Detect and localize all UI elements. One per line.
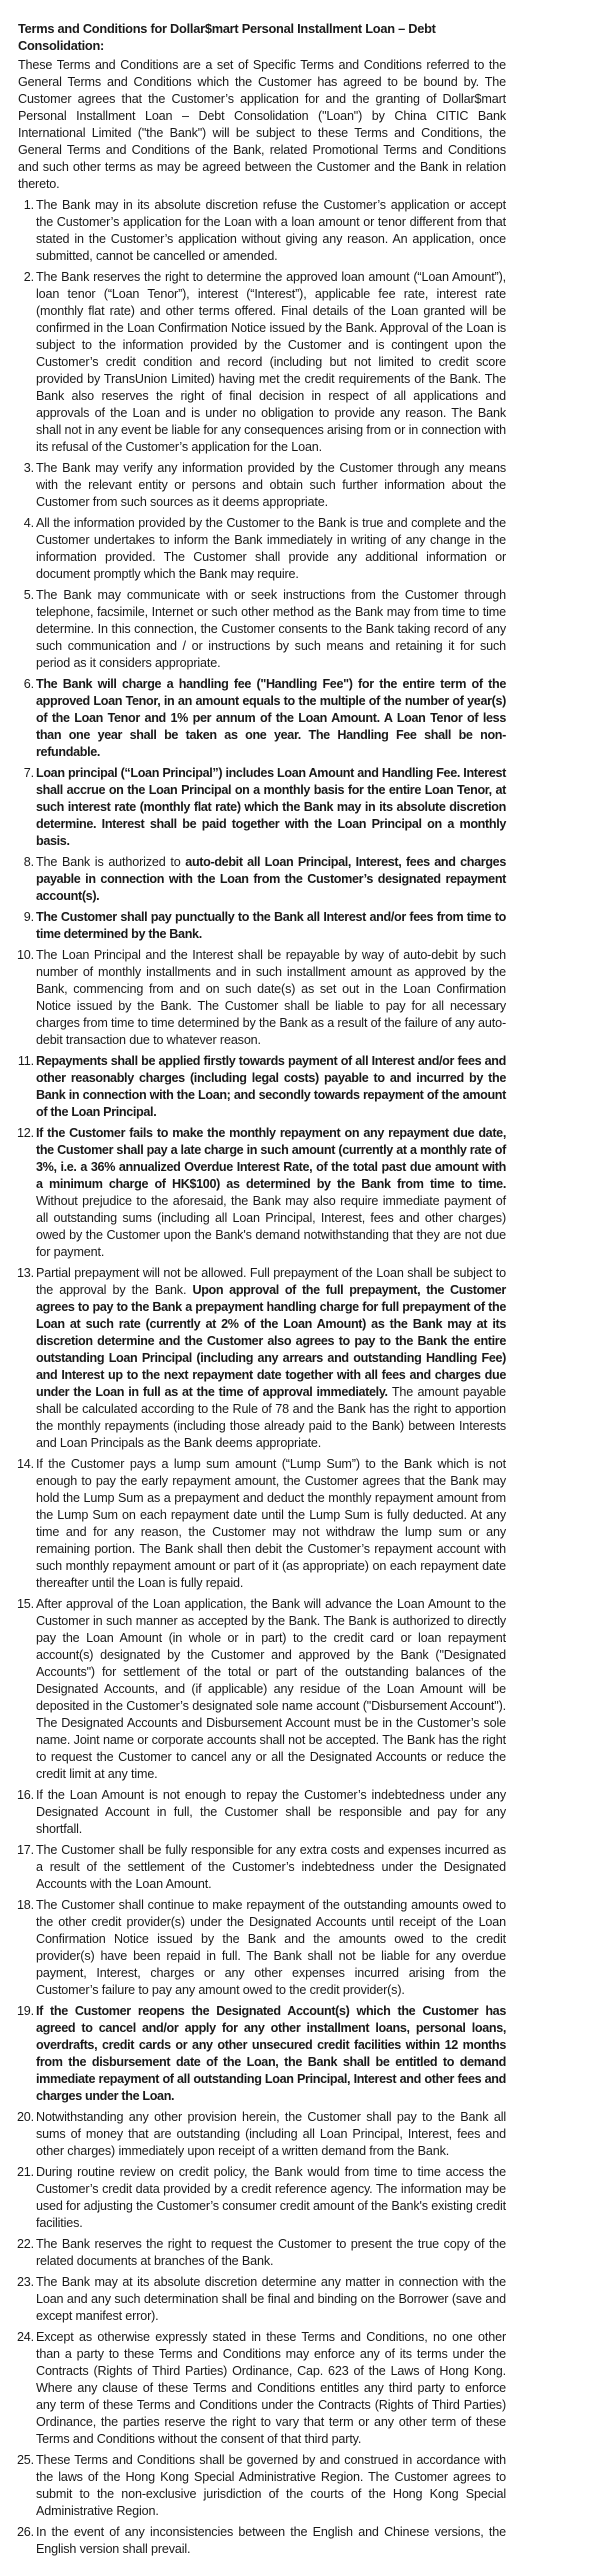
clause-number: 21.	[16, 2165, 34, 2179]
terms-document	[18, 20, 506, 2562]
clause-item	[18, 2274, 506, 2325]
clauses-list	[18, 197, 506, 2558]
clause-item	[18, 909, 506, 943]
clause-number: 26.	[16, 2525, 34, 2539]
clause-text: The Customer shall be fully responsible for any extra costs and expenses incurred as a result of the settlement of the Customer’s indebtedness under the Designated Accounts with the Loan Amount.	[36, 1843, 506, 1891]
clause-number: 10.	[16, 948, 34, 962]
clause-item	[18, 460, 506, 511]
clause-item	[18, 2003, 506, 2105]
clause-text-bold: Upon approval of the full prepayment, the Customer agrees to pay to the Bank a prepayment handling charge for full prepayment of the Loan at such rate (currently at 2% of the Loan Amount) as the Bank may at its discretion determine and the Customer also agrees to pay to the Bank the entire outstanding Loan Principal (including any arrears and outstanding Handling Fee) and Interest up to the next repayment date together with all fees and charges due under the Loan in full as at the time of approval immediately.	[36, 1283, 506, 1399]
clause-text-bold: The Customer shall pay punctually to the Bank all Interest and/or fees from time to time determined by the Bank.	[36, 910, 506, 941]
clause-text: During routine review on credit policy, the Bank would from time to time access the Customer’s credit data provided by a credit reference agency. The information may be used for adjusting the Customer’s consumer credit amount of the Bank's existing credit facilities.	[36, 2165, 506, 2230]
clause-number: 17.	[16, 1843, 34, 1857]
clause-item	[18, 1456, 506, 1592]
clause-text: The Bank may communicate with or seek instructions from the Customer through telephone, facsimile, Internet or such other method as the Bank may from time to time determine. In this connection, the Customer consents to the Bank taking record of any such communication and / or instructions by such means and retaining it for such period as it considers appropriate.	[36, 588, 506, 670]
clause-item	[18, 515, 506, 583]
clause-number: 3.	[23, 461, 34, 475]
clause-item	[18, 2329, 506, 2448]
clause-number: 18.	[16, 1898, 34, 1912]
clause-number: 24.	[16, 2330, 34, 2344]
clause-number: 4.	[23, 516, 34, 530]
clause-number: 12.	[16, 1126, 34, 1140]
clause-item	[18, 947, 506, 1049]
clause-text: The amount payable shall be calculated according to the Rule of 78 and the Bank has the right to apportion the monthly repayments (including those already paid to the Bank) between Interests and Loan Principals as the Bank deems appropriate.	[36, 1385, 506, 1450]
clause-text: Partial prepayment will not be allowed. Full prepayment of the Loan shall be subject to the approval by the Bank.	[36, 1266, 506, 1297]
clause-text: The Bank may at its absolute discretion determine any matter in connection with the Loan and any such determination shall be final and binding on the Borrower (save and except manifest error).	[36, 2275, 506, 2323]
clause-item	[18, 2524, 506, 2558]
clause-item	[18, 1053, 506, 1121]
clause-text: The Bank is authorized to	[36, 855, 186, 869]
clause-item	[18, 1842, 506, 1893]
clause-text-bold: If the Customer fails to make the monthly repayment on any repayment due date, the Customer shall pay a late charge in such amount (currently at a monthly rate of 3%, i.e. a 36% annualized Overdue Interest Rate, of the total past due amount with a minimum charge of HK$100) as determined by the Bank from time to time.	[36, 1126, 506, 1191]
clause-item	[18, 854, 506, 905]
clause-text: The Loan Principal and the Interest shall be repayable by way of auto-debit by such number of monthly installments and in such installment amount as approved by the Bank, commencing from and on such date(s) as set out in the Loan Confirmation Notice issued by the Bank. The Customer shall be liable to pay for all necessary charges from time to time determined by the Bank as a result of the failure of any auto-debit transaction due to whatever reason.	[36, 948, 506, 1047]
clause-text: If the Loan Amount is not enough to repay the Customer’s indebtedness under any Designated Account in full, the Customer shall be responsible and pay for any shortfall.	[36, 1788, 506, 1836]
clause-text: The Bank reserves the right to request the Customer to present the true copy of the related documents at branches of the Bank.	[36, 2237, 506, 2268]
clause-item	[18, 587, 506, 672]
clause-item	[18, 2109, 506, 2160]
clause-number: 9.	[23, 910, 34, 924]
clause-text: Without prejudice to the aforesaid, the Bank may also require immediate payment of all outstanding sums (including all Loan Principal, Interest, fees and other charges) owed by the Customer upon the Bank's demand notwithstanding that they are not due for payment.	[36, 1194, 506, 1259]
clause-text: Except as otherwise expressly stated in these Terms and Conditions, no one other than a party to these Terms and Conditions may enforce any of its terms under the Contracts (Rights of Third Parties) Ordinance, Cap. 623 of the Laws of Hong Kong. Where any clause of these Terms and Conditions entitles any third party to enforce any term of these Terms and Conditions under the Contracts (Rights of Third Parties) Ordinance, the parties reserve the right to vary that term or any other term of these Terms and Conditions without the consent of that third party.	[36, 2330, 506, 2446]
clause-number: 8.	[23, 855, 34, 869]
clause-number: 5.	[23, 588, 34, 602]
clause-item	[18, 676, 506, 761]
clause-item	[18, 2236, 506, 2270]
clause-number: 15.	[16, 1597, 34, 1611]
clause-text: The Bank may in its absolute discretion refuse the Customer’s application or accept the Customer’s application for the Loan with a loan amount or tenor different from that stated in the Customer’s application without giving any reason. An application, once submitted, cannot be cancelled or amended.	[36, 198, 506, 263]
clause-number: 20.	[16, 2110, 34, 2124]
clause-item	[18, 1265, 506, 1452]
clause-item	[18, 269, 506, 456]
clause-text: Notwithstanding any other provision herein, the Customer shall pay to the Bank all sums of money that are outstanding (including all Loan Principal, Interest, fees and other charges) immediately upon receipt of a written demand from the Bank.	[36, 2110, 506, 2158]
clause-number: 2.	[23, 270, 34, 284]
clause-item	[18, 765, 506, 850]
clause-item	[18, 197, 506, 265]
clause-text: The Customer shall continue to make repayment of the outstanding amounts owed to the other credit provider(s) under the Designated Accounts until receipt of the Loan Confirmation Notice issued by the Bank and the amounts owed to the credit provider(s) have been repaid in full. The Bank shall not be liable for any overdue payment, Interest, charges or any other expenses incurred arising from the Customer’s failure to pay any amount owed to the credit provider(s).	[36, 1898, 506, 1997]
clause-number: 22.	[16, 2237, 34, 2251]
clause-number: 16.	[16, 1788, 34, 1802]
clause-item	[18, 1787, 506, 1838]
clause-text: If the Customer pays a lump sum amount (“Lump Sum”) to the Bank which is not enough to pay the early repayment amount, the Customer agrees that the Bank may hold the Lump Sum as a prepayment and deduct the monthly repayment amount from the Lump Sum on each repayment date until the Lump Sum is fully deducted. At any time and for any reason, the Customer may not withdraw the lump sum or any remaining portion. The Bank shall then debit the Customer’s repayment account with such monthly repayment amount or part of it (as appropriate) on each repayment date thereafter until the Loan is fully repaid.	[36, 1457, 506, 1590]
document-title: Terms and Conditions for Dollar$mart Personal Installment Loan – Debt Consolidation:	[18, 21, 436, 53]
clause-text-bold: auto-debit all Loan Principal, Interest, fees and charges payable in connection with the Loan from the Customer’s designated repayment account(s).	[36, 855, 506, 903]
clause-text: All the information provided by the Customer to the Bank is true and complete and the Customer undertakes to inform the Bank immediately in writing of any change in the information provided. The Customer shall provide any additional information or document promptly which the Bank may require.	[36, 516, 506, 581]
clause-text-bold: The Bank will charge a handling fee ("Handling Fee") for the entire term of the approved Loan Tenor, in an amount equals to the multiple of the number of year(s) of the Loan Tenor and 1% per annum of the Loan Amount. A Loan Tenor of less than one year shall be taken as one year. The Handling Fee shall be non-refundable.	[36, 677, 506, 759]
clause-text: In the event of any inconsistencies between the English and Chinese versions, the English version shall prevail.	[36, 2525, 506, 2556]
clause-text-bold: Loan principal (“Loan Principal”) includes Loan Amount and Handling Fee. Interest shall accrue on the Loan Principal on a monthly basis for the entire Loan Tenor, at such interest rate (monthly flat rate) which the Bank may in its absolute discretion determine. Interest shall be paid together with the Loan Principal on a monthly basis.	[36, 766, 506, 848]
clause-text: The Bank may verify any information provided by the Customer through any means with the relevant entity or persons and obtain such further information about the Customer from such sources as it deems appropriate.	[36, 461, 506, 509]
clause-item	[18, 1897, 506, 1999]
clause-text: The Bank reserves the right to determine the approved loan amount (“Loan Amount”), loan tenor (“Loan Tenor”), interest (“Interest”), applicable fee rate, interest rate (monthly flat rate) and other terms offered. Final details of the Loan granted will be confirmed in the Loan Confirmation Notice issued by the Bank. Approval of the Loan is subject to the information provided by the Customer and is contingent upon the Customer’s credit condition and record (including but not limited to credit score provided by TransUnion Limited) having met the credit requirements of the Bank. The Bank also reserves the right of final decision in respect of all applications and approvals of the Loan and is under no obligation to provide any reason. The Bank shall not in any event be liable for any consequences arising from or in connection with its refusal of the Customer’s application for the Loan.	[36, 270, 506, 454]
clause-text-bold: If the Customer reopens the Designated Account(s) which the Customer has agreed to cancel and/or apply for any other installment loans, personal loans, overdrafts, credit cards or any other unsecured credit facilities within 12 months from the disbursement date of the Loan, the Bank shall be entitled to demand immediate repayment of all outstanding Loan Principal, Interest and other fees and charges under the Loan.	[36, 2004, 506, 2103]
clause-number: 23.	[16, 2275, 34, 2289]
clause-item	[18, 2452, 506, 2520]
clause-text: After approval of the Loan application, the Bank will advance the Loan Amount to the Customer in such manner as accepted by the Bank. The Bank is authorized to directly pay the Loan Amount (in whole or in part) to the credit card or loan repayment account(s) designated by the Customer and approved by the Bank ("Designated Accounts") for settlement of the total or part of the outstanding balances of the Designated Accounts, and (if applicable) any residue of the Loan Amount will be deposited in the Customer’s designated sole name account ("Disbursement Account"). The Designated Accounts and Disbursement Account must be in the Customer’s sole name. Joint name or corporate accounts shall not be accepted. The Bank has the right to request the Customer to cancel any or all the Designated Accounts or reduce the credit limit at any time.	[36, 1597, 506, 1781]
clause-item	[18, 2164, 506, 2232]
clause-number: 19.	[16, 2004, 34, 2018]
clause-number: 1.	[23, 198, 34, 212]
clause-number: 6.	[23, 677, 34, 691]
intro-paragraph: These Terms and Conditions are a set of Specific Terms and Conditions referred to the General Terms and Conditions which the Customer has agreed to be bound by. The Customer agrees that the Customer’s application for and the granting of Dollar$mart Personal Installment Loan – Debt Consolidation ("Loan") by China CITIC Bank International Limited ("the Bank") will be subject to these Terms and Conditions, the General Terms and Conditions of the Bank, related Promotional Terms and Conditions and such other terms as may be agreed between the Customer and the Bank in relation thereto.	[18, 58, 506, 191]
clause-item	[18, 1125, 506, 1261]
clause-number: 14.	[16, 1457, 34, 1471]
clause-number: 7.	[23, 766, 34, 780]
clause-text-bold: Repayments shall be applied firstly towards payment of all Interest and/or fees and other reasonably charges (including legal costs) payable to and incurred by the Bank in connection with the Loan; and secondly towards repayment of the amount of the Loan Principal.	[36, 1054, 506, 1119]
clause-text: These Terms and Conditions shall be governed by and construed in accordance with the laws of the Hong Kong Special Administrative Region. The Customer agrees to submit to the non-exclusive jurisdiction of the courts of the Hong Kong Special Administrative Region.	[36, 2453, 506, 2518]
clause-number: 25.	[16, 2453, 34, 2467]
clause-number: 13.	[16, 1266, 34, 1280]
clause-number: 11.	[17, 1054, 34, 1068]
clause-item	[18, 1596, 506, 1783]
